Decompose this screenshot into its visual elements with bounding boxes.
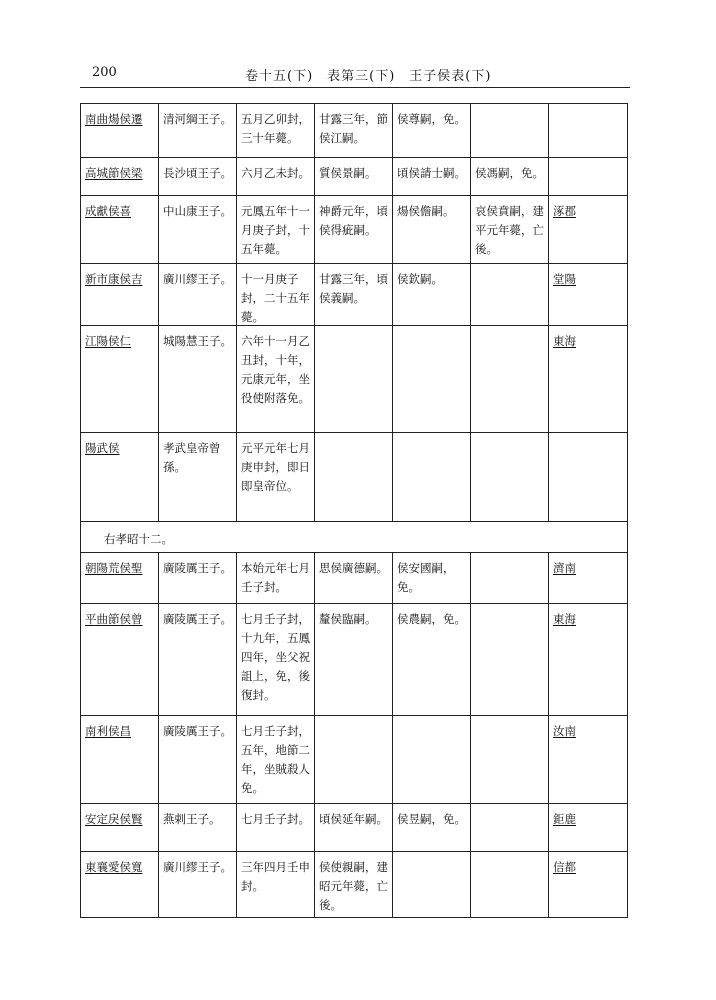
genealogy-table bbox=[80, 103, 628, 918]
cell-great bbox=[471, 804, 549, 851]
table-row bbox=[81, 104, 627, 158]
cell-son bbox=[315, 433, 393, 521]
cell-enfeoff: 五月乙卯封，三十年薨。 bbox=[237, 104, 315, 157]
cell-grandson: 侯欽嗣。 bbox=[393, 264, 471, 325]
cell-enfeoff: 元平元年七月庚申封，即日即皇帝位。 bbox=[237, 433, 315, 521]
cell-grandson bbox=[393, 433, 471, 521]
cell-grandson bbox=[393, 716, 471, 803]
cell-grandson bbox=[393, 326, 471, 432]
cell-son: 甘露三年，頃侯義嗣。 bbox=[315, 264, 393, 325]
header-rule bbox=[80, 87, 630, 88]
cell-father: 廣川繆王子。 bbox=[159, 852, 237, 918]
cell-grandson: 侯尊嗣，免。 bbox=[393, 104, 471, 157]
cell-father: 廣陵厲王子。 bbox=[159, 604, 237, 715]
table-row bbox=[81, 158, 627, 196]
table-row bbox=[81, 716, 627, 804]
cell-place: 東海 bbox=[553, 334, 576, 348]
cell-name: 江陽侯仁 bbox=[81, 326, 159, 432]
cell-grandson: 煬侯儋嗣。 bbox=[393, 196, 471, 263]
cell-great: 侯馮嗣，免。 bbox=[471, 158, 549, 195]
cell-father: 城陽慧王子。 bbox=[159, 326, 237, 432]
cell-father: 燕剌王子。 bbox=[159, 804, 237, 851]
cell-son: 甘露三年，節侯江嗣。 bbox=[315, 104, 393, 157]
cell-place bbox=[549, 158, 627, 195]
cell-name: 南曲煬侯遷 bbox=[81, 104, 159, 157]
cell-name: 陽武侯 bbox=[81, 433, 159, 521]
cell-great bbox=[471, 553, 549, 603]
table-row bbox=[81, 804, 627, 852]
cell-enfeoff: 元鳳五年十一月庚子封，十五年薨。 bbox=[237, 196, 315, 263]
cell-place: 堂陽 bbox=[553, 272, 576, 286]
cell-father: 孝武皇帝曾孫。 bbox=[159, 433, 237, 521]
cell-son: 釐侯臨嗣。 bbox=[315, 604, 393, 715]
page-number: 200 bbox=[92, 65, 117, 80]
cell-father: 廣陵厲王子。 bbox=[159, 553, 237, 603]
cell-name: 安定戾侯賢 bbox=[81, 804, 159, 851]
summary-note: 右孝昭十二。 bbox=[81, 522, 627, 553]
cell-son: 質侯景嗣。 bbox=[315, 158, 393, 195]
cell-son: 侯使親嗣，建昭元年薨，亡後。 bbox=[315, 852, 393, 918]
running-title: 卷十五(下) 表第三(下) 王子侯表(下) bbox=[245, 69, 492, 84]
table-row bbox=[81, 553, 627, 604]
table-row bbox=[81, 852, 627, 918]
cell-son: 思侯廣德嗣。 bbox=[315, 553, 393, 603]
cell-name: 東襄愛侯寬 bbox=[81, 852, 159, 918]
cell-name: 朝陽荒侯聖 bbox=[81, 553, 159, 603]
cell-great bbox=[471, 852, 549, 918]
cell-place bbox=[549, 104, 627, 157]
cell-place: 汝南 bbox=[553, 724, 576, 738]
cell-great bbox=[471, 433, 549, 521]
cell-son bbox=[315, 326, 393, 432]
cell-enfeoff: 七月壬子封，十九年，五鳳四年，坐父祝詛上，免，後復封。 bbox=[237, 604, 315, 715]
cell-enfeoff: 六月乙未封。 bbox=[237, 158, 315, 195]
cell-grandson bbox=[393, 852, 471, 918]
cell-name: 新市康侯吉 bbox=[81, 264, 159, 325]
cell-name: 平曲節侯曾 bbox=[81, 604, 159, 715]
table-row bbox=[81, 604, 627, 716]
cell-father: 長沙頃王子。 bbox=[159, 158, 237, 195]
cell-grandson: 頃侯請士嗣。 bbox=[393, 158, 471, 195]
cell-son: 頃侯延年嗣。 bbox=[315, 804, 393, 851]
cell-father: 廣川繆王子。 bbox=[159, 264, 237, 325]
cell-great: 哀侯賁嗣，建平元年薨，亡後。 bbox=[471, 196, 549, 263]
cell-name: 南利侯昌 bbox=[81, 716, 159, 803]
cell-grandson: 侯農嗣，免。 bbox=[393, 604, 471, 715]
cell-place bbox=[549, 433, 627, 521]
cell-enfeoff: 七月壬子封，五年，地節二年，坐賊殺人免。 bbox=[237, 716, 315, 803]
cell-father: 中山康王子。 bbox=[159, 196, 237, 263]
cell-father: 廣陵厲王子。 bbox=[159, 716, 237, 803]
cell-enfeoff: 本始元年七月壬子封。 bbox=[237, 553, 315, 603]
cell-great bbox=[471, 604, 549, 715]
cell-grandson: 侯安國嗣，免。 bbox=[393, 553, 471, 603]
cell-name: 高城節侯梁 bbox=[81, 158, 159, 195]
cell-great bbox=[471, 104, 549, 157]
table-row bbox=[81, 264, 627, 326]
cell-great bbox=[471, 716, 549, 803]
table-row bbox=[81, 196, 627, 264]
cell-enfeoff: 六年十一月乙丑封，十年，元康元年，坐役使附落免。 bbox=[237, 326, 315, 432]
cell-place: 鉅鹿 bbox=[553, 812, 576, 826]
cell-place: 涿郡 bbox=[553, 204, 576, 218]
cell-son: 神爵元年，頃侯得疵嗣。 bbox=[315, 196, 393, 263]
cell-great bbox=[471, 326, 549, 432]
cell-father: 清河綱王子。 bbox=[159, 104, 237, 157]
cell-grandson: 侯昱嗣，免。 bbox=[393, 804, 471, 851]
cell-name: 成獻侯喜 bbox=[81, 196, 159, 263]
cell-place: 濟南 bbox=[553, 561, 576, 575]
cell-place: 東海 bbox=[553, 612, 576, 626]
cell-son bbox=[315, 716, 393, 803]
table-row bbox=[81, 433, 627, 522]
cell-enfeoff: 十一月庚子封，二十五年薨。 bbox=[237, 264, 315, 325]
cell-enfeoff: 七月壬子封。 bbox=[237, 804, 315, 851]
cell-enfeoff: 三年四月壬申封。 bbox=[237, 852, 315, 918]
cell-great bbox=[471, 264, 549, 325]
table-row bbox=[81, 326, 627, 433]
cell-place: 信都 bbox=[553, 860, 576, 874]
